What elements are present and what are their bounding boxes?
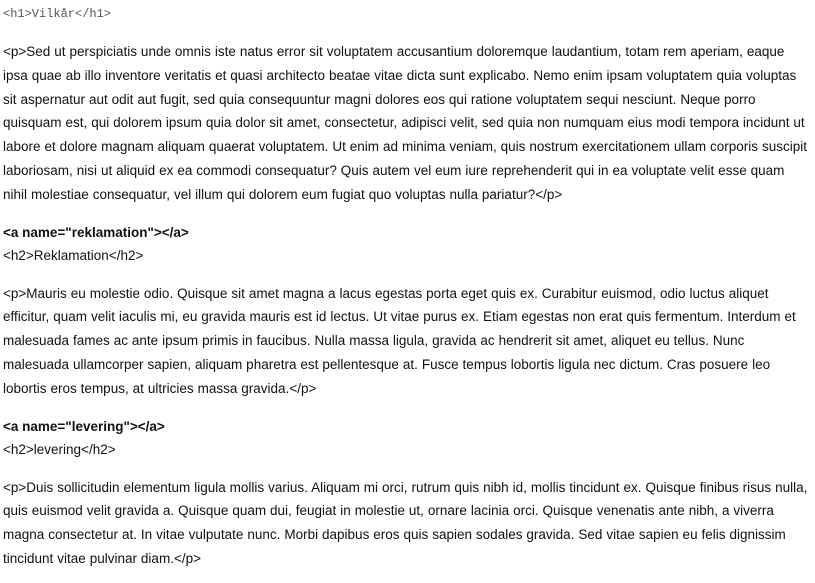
anchor-markup-levering: <a name="levering"></a> <box>3 418 165 434</box>
h2-markup-reklamation: <h2>Reklamation</h2> <box>3 247 144 263</box>
h2-markup-levering: <h2>levering</h2> <box>3 441 116 457</box>
anchor-markup-reklamation: <a name="reklamation"></a> <box>3 224 189 240</box>
levering-paragraph: <p>Duis sollicitudin elementum ligula mollis varius. Aliquam mi orci, rutrum quis nibh id, mollis tincidunt ex. Quisque finibus risus nulla, quis euismod velit gravida a. Quisque quam dui, feugiat in molestie ut, ornare lacinia orci. Quisque venenatis ante nibh, a viverra magna consectetur at. In vitae vulputate nunc. Morbi dapibus eros quis sapien sodales gravida. Sed vitae sapien eu felis dignissim tincidunt vitae pulvinar diam.</p> <box>3 479 808 566</box>
document-body <box>3 0 811 571</box>
intro-paragraph: <p>Sed ut perspiciatis unde omnis iste natus error sit voluptatem accusantium doloremque laudantium, totam rem aperiam, eaque ipsa quae ab illo inventore veritatis et quasi architecto beatae vitae dicta sunt explicabo. Nemo enim ipsam voluptatem quia voluptas sit aspernatur aut odit aut fugit, sed quia consequuntur magni dolores eos qui ratione voluptatem sequi nesciunt. Neque porro quisquam est, qui dolorem ipsum quia dolor sit amet, consectetur, adipisci velit, sed quia non numquam eius modi tempora incidunt ut labore et dolore magnam aliquam quaerat voluptatem. Ut enim ad minima veniam, quis nostrum exercitationem ullam corporis suscipit laboriosam, nisi ut aliquid ex ea commodi consequatur? Quis autem vel eum iure reprehenderit qui in ea voluptate velit esse quam nihil molestiae consequatur, vel illum qui dolorem eum fugiat quo voluptas nulla pariatur?</p> <box>3 44 808 202</box>
h1-markup-line: <h1>Vilkår</h1> <box>3 7 112 21</box>
reklamation-paragraph: <p>Mauris eu molestie odio. Quisque sit amet magna a lacus egestas porta eget quis ex. Curabitur euismod, odio luctus aliquet efficitur, quam velit iaculis mi, eu gravida mauris est id lectus. Ut vitae purus ex. Etiam egestas non erat quis fermentum. Interdum et malesuada fames ac ante ipsum primis in faucibus. Nulla massa ligula, gravida ac hendrerit sit amet, aliquet eu tellus. Nunc malesuada ullamcorper sapien, aliquam pharetra est pellentesque at. Fusce tempus lobortis ligula nec dictum. Cras posuere leo lobortis eros tempus, at ultricies massa gravida.</p> <box>3 285 796 396</box>
